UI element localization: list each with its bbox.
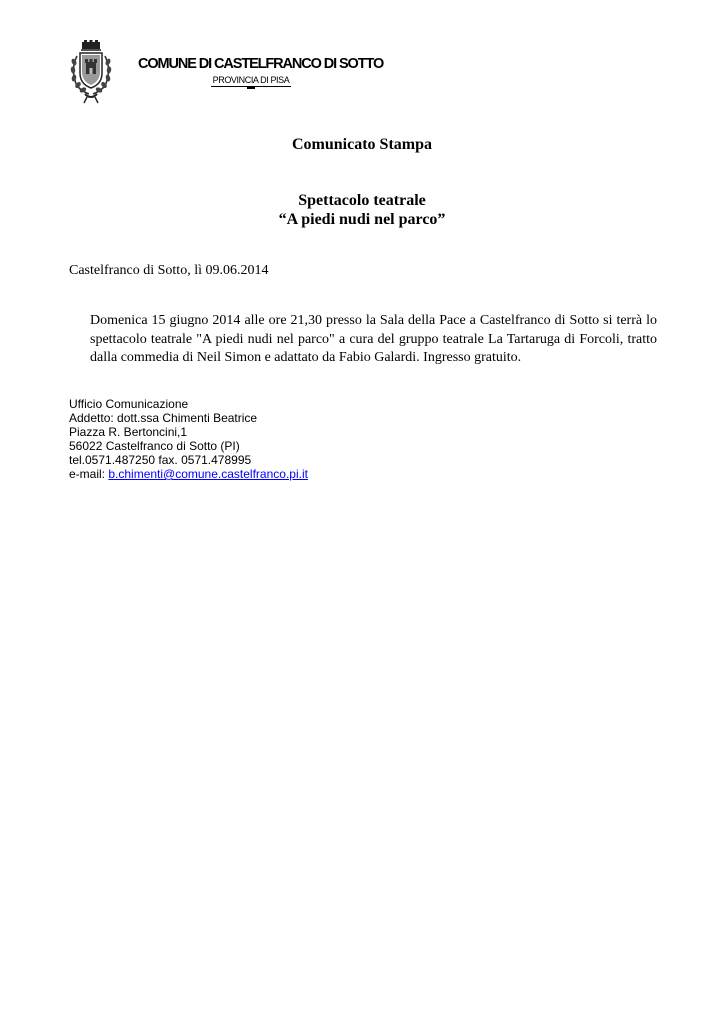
contact-email-line [69,467,308,481]
contact-phone-fax: tel.0571.487250 fax. 0571.478995 [69,453,252,467]
contact-block [69,397,308,481]
municipal-coat-of-arms-icon [65,40,117,104]
contact-email-link[interactable]: b.chimenti@comune.castelfranco.pi.it [108,467,308,481]
contact-staff: Addetto: dott.ssa Chimenti Beatrice [69,411,258,425]
province-underline-mark [247,86,255,89]
document-type-heading: Comunicato Stampa [291,136,432,153]
province-name: PROVINCIA DI PISA [212,75,290,85]
event-type-heading: Spettacolo teatrale [298,192,426,209]
press-release-body: Domenica 15 giugno 2014 alle ore 21,30 presso la Sala della Pace a Castelfranco di Sotto si terrà lo spettacolo teatrale "A piedi nudi nel parco" a cura del gruppo teatrale La Tartaruga di Forcoli, tratto dalla commedia di Neil Simon e adattato da Fabio Galardi. Ingresso gratuito. [90,313,657,365]
contact-street: Piazza R. Bertoncini,1 [69,425,188,439]
event-title-heading: “A piedi nudi nel parco” [278,211,446,228]
contact-email-label: e-mail: [69,467,109,481]
contact-office: Ufficio Comunicazione [69,397,189,411]
dateline: Castelfranco di Sotto, lì 09.06.2014 [69,263,269,278]
municipality-name: COMUNE DI CASTELFRANCO DI SOTTO [138,56,384,72]
contact-city: 56022 Castelfranco di Sotto (PI) [69,439,240,453]
